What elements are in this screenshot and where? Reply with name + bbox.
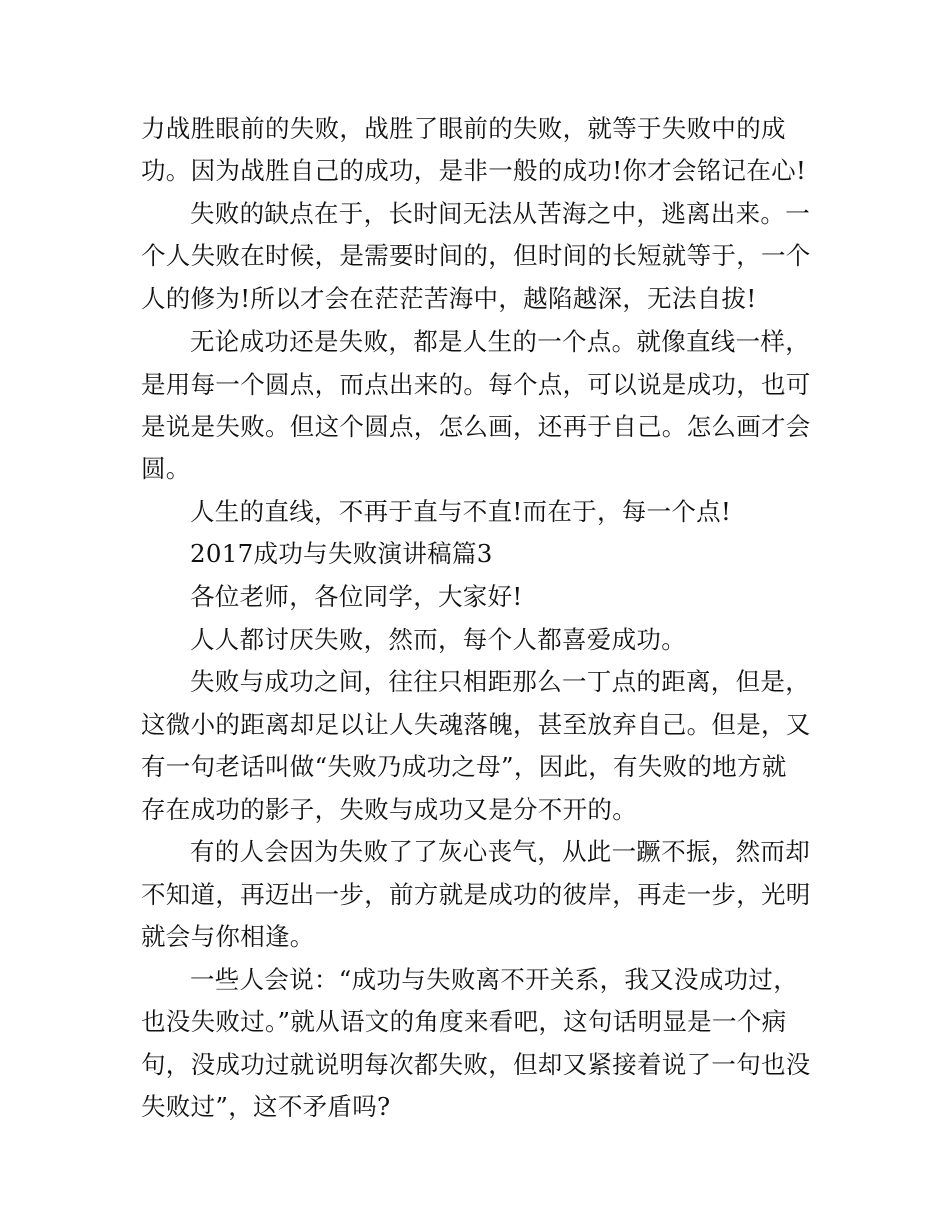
text-line: 人生的直线，不再于直与不直!而在于，每一个点!	[190, 497, 732, 526]
text-line: 有的人会因为失败了了灰心丧气，从此一蹶不振，然而却	[190, 837, 810, 866]
text-line: 一些人会说：“成功与失败离不开关系，我又没成功过，	[190, 965, 799, 994]
text-line: 这微小的距离却足以让人失魂落魄，甚至放弃自己。但是，又	[141, 710, 811, 739]
text-line: 力战胜眼前的失败，战胜了眼前的失败，就等于失败中的成	[141, 114, 786, 143]
text-line: 不知道，再迈出一步，前方就是成功的彼岸，再走一步，光明	[141, 880, 811, 909]
text-line: 句，没成功过就说明每次都失败，但却又紧接着说了一句也没	[141, 1050, 811, 1079]
text-line: 也没失败过。”就从语文的角度来看吧，这句话明显是一个病	[141, 1007, 787, 1036]
text-line: 存在成功的影子，失败与成功又是分不开的。	[141, 795, 637, 824]
text-line: 有一句老话叫做“失败乃成功之母”，因此，有失败的地方就	[141, 752, 787, 781]
text-line: 人的修为!所以才会在茫茫苦海中，越陷越深，无法自拔!	[141, 284, 757, 313]
section-heading: 2017成功与失败演讲稿篇3	[190, 539, 493, 568]
text-line: 失败的缺点在于，长时间无法从苦海之中，逃离出来。一	[190, 199, 810, 228]
text-line: 个人失败在时候，是需要时间的，但时间的长短就等于，一个	[141, 241, 811, 270]
text-line: 圆。	[141, 454, 191, 483]
text-line: 失败与成功之间，往往只相距那么一丁点的距离，但是，	[190, 667, 810, 696]
text-line: 就会与你相逢。	[141, 922, 315, 951]
text-line: 是说是失败。但这个圆点，怎么画，还再于自己。怎么画才会	[141, 412, 811, 441]
text-line: 无论成功还是失败，都是人生的一个点。就像直线一样，	[190, 327, 810, 356]
text-line: 失败过”，这不矛盾吗?	[141, 1092, 391, 1121]
text-line: 是用每一个圆点，而点出来的。每个点，可以说是成功，也可	[141, 370, 811, 399]
text-line: 各位老师，各位同学，大家好!	[190, 582, 523, 611]
text-line: 功。因为战胜自己的成功，是非一般的成功!你才会铭记在心!	[141, 156, 807, 185]
text-line: 人人都讨厌失败，然而，每个人都喜爱成功。	[190, 625, 686, 654]
